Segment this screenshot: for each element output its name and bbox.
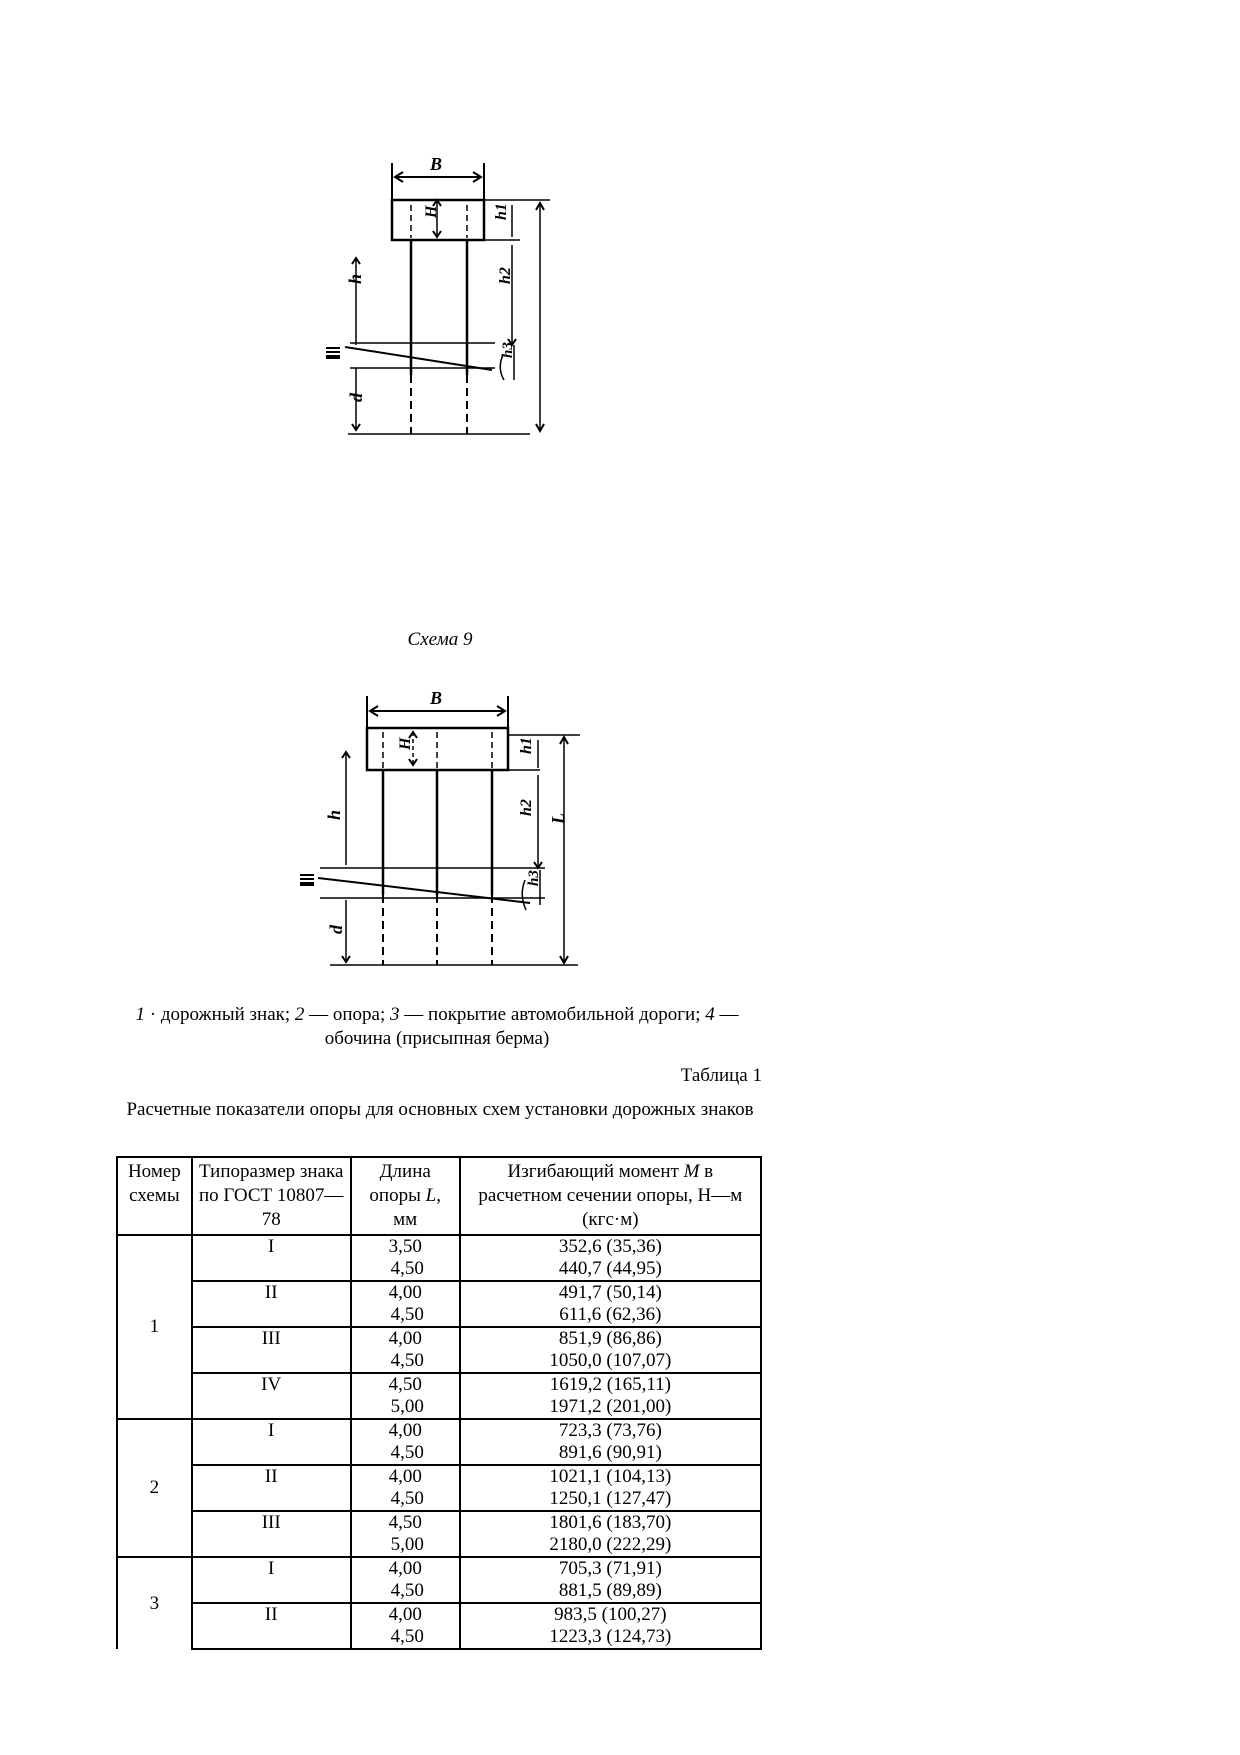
length-value: 4,50 [390, 1488, 424, 1509]
cell-length [351, 1557, 460, 1603]
cell-moment [460, 1281, 761, 1327]
legend-text-4: — обочина (присыпная берма) [324, 1004, 739, 1049]
header-length-var: L [425, 1185, 437, 1206]
label-L: L [548, 813, 568, 824]
label-d: d [346, 393, 366, 402]
label-h1: h1 [493, 203, 510, 220]
label-B: B [430, 154, 443, 174]
header-moment-var: M [683, 1161, 700, 1182]
table-row [117, 1511, 761, 1557]
legend-text-2: — опора; [304, 1004, 391, 1025]
table-row [117, 1557, 761, 1603]
header-moment-text: Изгибающий момент [507, 1161, 684, 1182]
moment-value: 1021,1 (104,13) [549, 1466, 672, 1487]
cell-scheme: 1 [117, 1235, 192, 1419]
length-value: 4,50 [390, 1304, 424, 1325]
cell-scheme: 2 [117, 1419, 192, 1557]
cell-length [351, 1281, 460, 1327]
table-row [117, 1465, 761, 1511]
moment-value: 1619,2 (165,11) [549, 1374, 671, 1395]
header-moment [460, 1157, 761, 1235]
legend-num-1: 1 [135, 1004, 146, 1025]
cell-moment [460, 1603, 761, 1649]
cell-size: II [192, 1281, 351, 1327]
moment-value: 891,6 (90,91) [558, 1442, 662, 1463]
label-H: H [423, 205, 440, 218]
length-value: 4,50 [390, 1350, 424, 1371]
table-body [117, 1235, 761, 1649]
label-h1: h1 [518, 737, 535, 754]
length-value: 4,00 [388, 1420, 422, 1441]
cell-size: II [192, 1465, 351, 1511]
moment-value: 2180,0 (222,29) [549, 1534, 672, 1555]
table-row [117, 1235, 761, 1281]
figure-legend [112, 1003, 762, 1051]
label-h3: h3 [500, 342, 516, 358]
moment-value: 1971,2 (201,00) [549, 1396, 672, 1417]
moment-value: 851,9 (86,86) [558, 1328, 662, 1349]
header-length-text: Длина опоры [369, 1161, 431, 1206]
label-h: h [345, 273, 365, 284]
cell-moment [460, 1511, 761, 1557]
moment-value: 1250,1 (127,47) [549, 1488, 672, 1509]
length-value: 3,50 [388, 1236, 422, 1257]
header-moment-unit: в расчетном сечении опоры, Н—м (кгс·м) [478, 1161, 743, 1230]
header-size: Типоразмер знака по ГОСТ 10807—78 [192, 1157, 351, 1235]
cell-length [351, 1511, 460, 1557]
length-value: 4,50 [388, 1374, 422, 1395]
label-d: d [326, 925, 346, 934]
table-header-row [117, 1157, 761, 1235]
cell-length [351, 1419, 460, 1465]
moment-value: 352,6 (35,36) [558, 1236, 662, 1257]
cell-size: I [192, 1419, 351, 1465]
length-value: 4,00 [388, 1328, 422, 1349]
diagram-1 [300, 140, 580, 450]
moment-value: 491,7 (50,14) [558, 1282, 662, 1303]
moment-value: 723,3 (73,76) [558, 1420, 662, 1441]
cell-length [351, 1465, 460, 1511]
label-h3: h3 [526, 870, 542, 886]
legend-num-3: 3 [390, 1004, 400, 1025]
legend-text-1: · дорожный знак; [145, 1004, 295, 1025]
cell-moment [460, 1373, 761, 1419]
table-row [117, 1419, 761, 1465]
support-parameters-table [116, 1156, 762, 1650]
table-number: Таблица 1 [680, 1065, 762, 1086]
moment-value: 1223,3 (124,73) [549, 1626, 672, 1647]
header-scheme: Номер схемы [117, 1157, 192, 1235]
cell-length [351, 1327, 460, 1373]
cell-size: III [192, 1511, 351, 1557]
header-length-unit: , мм [393, 1185, 441, 1230]
moment-value: 611,6 (62,36) [559, 1304, 662, 1325]
cell-size: I [192, 1235, 351, 1281]
label-h: h [324, 809, 344, 820]
cell-size: II [192, 1603, 351, 1649]
header-length [351, 1157, 460, 1235]
legend-text-3: — покрытие автомобильной дороги; [399, 1004, 706, 1025]
table-row [117, 1603, 761, 1649]
legend-num-4: 4 [705, 1004, 715, 1025]
length-value: 4,50 [390, 1580, 424, 1601]
length-value: 5,00 [390, 1396, 424, 1417]
table-row [117, 1373, 761, 1419]
length-value: 4,00 [388, 1466, 422, 1487]
cell-length [351, 1603, 460, 1649]
label-h2: h2 [518, 799, 535, 816]
moment-value: 1050,0 (107,07) [549, 1350, 672, 1371]
moment-value: 983,5 (100,27) [554, 1604, 667, 1625]
cell-size: III [192, 1327, 351, 1373]
cell-moment [460, 1419, 761, 1465]
length-value: 4,50 [388, 1512, 422, 1533]
diagram-2 [290, 670, 590, 980]
length-value: 4,00 [388, 1604, 422, 1625]
table-row [117, 1281, 761, 1327]
legend-num-2: 2 [294, 1004, 305, 1025]
moment-value: 881,5 (89,89) [558, 1580, 662, 1601]
cell-size: IV [192, 1373, 351, 1419]
cell-scheme: 3 [117, 1557, 192, 1649]
length-value: 4,50 [390, 1626, 424, 1647]
schema-title: Схема 9 [407, 629, 473, 650]
table-row [117, 1327, 761, 1373]
length-value: 4,00 [388, 1282, 422, 1303]
cell-moment [460, 1235, 761, 1281]
label-H: H [397, 737, 414, 750]
label-B: B [430, 688, 443, 708]
moment-value: 1801,6 (183,70) [549, 1512, 672, 1533]
moment-value: 705,3 (71,91) [558, 1558, 662, 1579]
cell-length [351, 1235, 460, 1281]
cell-moment [460, 1465, 761, 1511]
cell-size: I [192, 1557, 351, 1603]
label-h2: h2 [497, 267, 514, 284]
cell-length [351, 1373, 460, 1419]
table-title: Расчетные показатели опоры для основных схем установки дорожных знаков [126, 1099, 754, 1120]
cell-moment [460, 1557, 761, 1603]
length-value: 4,50 [390, 1442, 424, 1463]
cell-moment [460, 1327, 761, 1373]
length-value: 4,00 [388, 1558, 422, 1579]
length-value: 4,50 [390, 1258, 424, 1279]
moment-value: 440,7 (44,95) [558, 1258, 662, 1279]
length-value: 5,00 [390, 1534, 424, 1555]
